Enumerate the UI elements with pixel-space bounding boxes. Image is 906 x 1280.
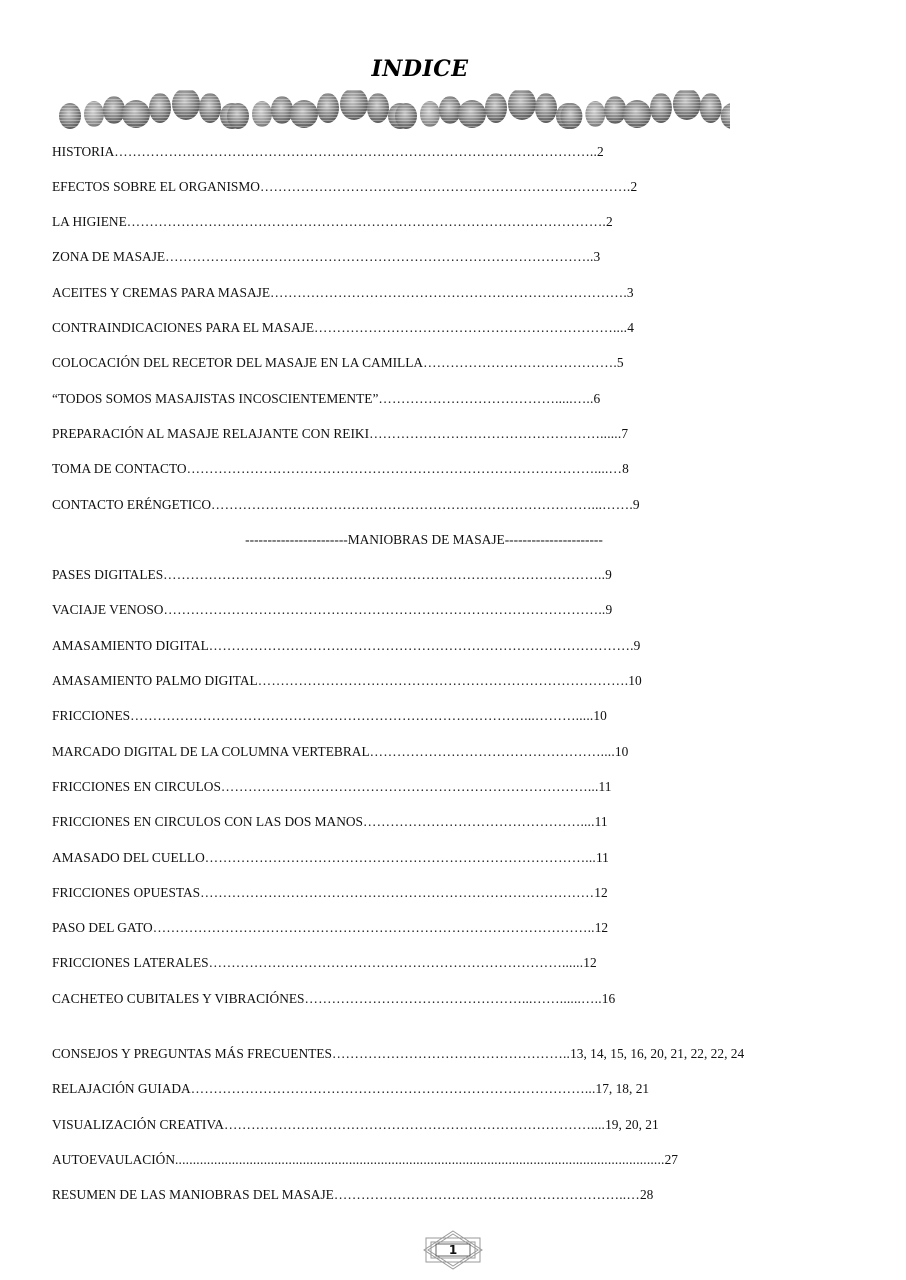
toc-entry-label: RESUMEN DE LAS MANIOBRAS DEL MASAJE	[52, 1187, 334, 1202]
toc-entry[interactable]: CACHETEO CUBITALES Y VIBRACIÓNES…………………………………………...……......…..16	[52, 991, 616, 1006]
toc-entry-page: 9	[633, 638, 641, 653]
toc-entry-page: 5	[616, 355, 624, 370]
toc-entry-label: VISUALIZACIÓN CREATIVA	[52, 1117, 224, 1132]
toc-entry-label: FRICCIONES	[52, 708, 131, 723]
toc-entry-label: PREPARACIÓN AL MASAJE RELAJANTE CON REIKI	[52, 426, 370, 441]
toc-entry-page: 2	[605, 214, 613, 229]
page-title: INDICE	[371, 56, 469, 82]
toc-entry-label: AMASADO DEL CUELLO	[52, 850, 205, 865]
toc-entry-label: TOMA DE CONTACTO	[52, 461, 187, 476]
toc-entry-page: 8	[622, 461, 629, 476]
toc-entry-page: 11	[598, 779, 612, 794]
toc-entry-page: 17, 18, 21	[595, 1081, 650, 1096]
toc-entry-page: 13, 14, 15, 16, 20, 21, 22, 22, 24	[570, 1046, 745, 1061]
toc-entry-page: 9	[605, 567, 612, 582]
toc-entry-page: 11	[595, 850, 609, 865]
toc-entry[interactable]: CONTACTO ERÉNGETICO…………………………………………………………………………...…….9	[52, 497, 640, 512]
toc-entry-page: 10	[628, 673, 642, 688]
toc-entry[interactable]: CONSEJOS Y PREGUNTAS MÁS FRECUENTES……………………………………………..13, 14, 15, 16, 20, 21, 22, 22, 24	[52, 1046, 745, 1061]
toc-entry-page: 2	[630, 179, 638, 194]
toc-entry-label: COLOCACIÓN DEL RECETOR DEL MASAJE EN LA CAMILLA	[52, 355, 424, 370]
toc-entry-label: ACEITES Y CREMAS PARA MASAJE	[52, 285, 271, 300]
toc-entry[interactable]: AMASAMIENTO DIGITAL………………………………………………………………………………….9	[52, 638, 641, 653]
toc-entry-page: 3	[626, 285, 634, 300]
toc-entry-page: 27	[664, 1152, 678, 1167]
toc-entry-page: 7	[621, 426, 629, 441]
toc-entry-page: 10	[593, 708, 607, 723]
toc-entry-label: CACHETEO CUBITALES Y VIBRACIÓNES	[52, 991, 305, 1006]
toc-entry[interactable]: FRICCIONES EN CIRCULOS………………………………………………………………………...11	[52, 779, 612, 794]
toc-entry[interactable]: PASO DEL GATO……………………………………………………………………………………..12	[52, 920, 609, 935]
toc-entry-label: MARCADO DIGITAL DE LA COLUMNA VERTEBRAL	[52, 744, 370, 759]
toc-entry[interactable]: HISTORIA……………………………………………………………………………………………..2	[52, 144, 604, 159]
toc-entry-label: HISTORIA	[52, 144, 115, 159]
toc-entry-label: FRICCIONES OPUESTAS	[52, 885, 201, 900]
toc-entry[interactable]: FRICCIONES EN CIRCULOS CON LAS DOS MANOS…………………………………………....11	[52, 814, 608, 829]
toc-entry[interactable]: VACIAJE VENOSO……………………………………………………………………………………..9	[52, 602, 613, 617]
toc-entry-label: EFECTOS SOBRE EL ORGANISMO	[52, 179, 260, 194]
toc-entry[interactable]: PREPARACIÓN AL MASAJE RELAJANTE CON REIKI……………………………………………......7	[52, 426, 629, 441]
toc-entry-label: PASO DEL GATO	[52, 920, 153, 935]
toc-entry[interactable]: LA HIGIENE…………………………………………………………………………………………….2	[52, 214, 613, 229]
toc-entry-page: 10	[614, 744, 629, 759]
toc-entry[interactable]: FRICCIONES LATERALES……………………………………………………………………......12	[52, 955, 597, 970]
toc-entry[interactable]: AMASAMIENTO PALMO DIGITAL……………………………………………………………………….10	[52, 673, 642, 688]
toc-entry-label: PASES DIGITALES	[52, 567, 164, 582]
toc-entry[interactable]: “TODOS SOMOS MASAJISTAS INCOSCIENTEMENTE”………………………………….....…..6	[52, 391, 601, 406]
toc-entry-page: 28	[639, 1187, 654, 1202]
toc-entry[interactable]: EFECTOS SOBRE EL ORGANISMO……………………………………………………………………….2	[52, 179, 638, 194]
toc-entry[interactable]: AUTOEVAULACIÓN..........................................................................................................................................27	[52, 1152, 678, 1167]
toc-entry-label: LA HIGIENE	[52, 214, 127, 229]
toc-entry-label: VACIAJE VENOSO	[52, 602, 164, 617]
toc-entry-page: 12	[594, 920, 609, 935]
toc-entry-label: RELAJACIÓN GUIADA	[52, 1081, 191, 1096]
toc-entry-page: 9	[632, 497, 640, 512]
toc-entry-label: ZONA DE MASAJE	[52, 249, 166, 264]
section-heading-maniobras: -----------------------MANIOBRAS DE MASAJE----------------------	[245, 532, 603, 547]
page-number: 1	[448, 1243, 458, 1257]
toc-entry-label: AMASAMIENTO DIGITAL	[52, 638, 209, 653]
toc-entry[interactable]: ZONA DE MASAJE…………………………………………………………………………………..3	[52, 249, 601, 264]
toc-entry-label: FRICCIONES EN CIRCULOS CON LAS DOS MANOS	[52, 814, 364, 829]
toc-entry-page: 2	[597, 144, 604, 159]
toc-entry[interactable]: ACEITES Y CREMAS PARA MASAJE…………………………………………………………………….3	[52, 285, 634, 300]
toc-entry-page: 6	[593, 391, 601, 406]
toc-entry-page: 19, 20, 21	[605, 1117, 659, 1132]
toc-entry-label: AMASAMIENTO PALMO DIGITAL	[52, 673, 258, 688]
toc-entry[interactable]: MARCADO DIGITAL DE LA COLUMNA VERTEBRAL……………………………………………....10	[52, 744, 629, 759]
toc-entry[interactable]: COLOCACIÓN DEL RECETOR DEL MASAJE EN LA CAMILLA…………………………………….5	[52, 355, 624, 370]
toc-entry-page: 11	[594, 814, 608, 829]
toc-entry[interactable]: FRICCIONES OPUESTAS……………………………………………………………………………12	[52, 885, 608, 900]
toc-entry[interactable]: PASES DIGITALES……………………………………………………………………………………..9	[52, 567, 612, 582]
toc-entry-page: 3	[593, 249, 601, 264]
toc-entry[interactable]: VISUALIZACIÓN CREATIVA………………………………………………………………………....19, 20, 21	[52, 1117, 659, 1132]
toc-entry-label: AUTOEVAULACIÓN	[52, 1152, 175, 1167]
toc-entry[interactable]: CONTRAINDICACIONES PARA EL MASAJE…………………………………………………………....4	[52, 320, 634, 335]
toc-entry-page: 9	[605, 602, 613, 617]
toc-entry-label: CONSEJOS Y PREGUNTAS MÁS FRECUENTES	[52, 1046, 332, 1061]
toc-entry-label: FRICCIONES LATERALES	[52, 955, 209, 970]
toc-entry-label: FRICCIONES EN CIRCULOS	[52, 779, 221, 794]
toc-entry-page: 12	[594, 885, 608, 900]
toc-entry-page: 12	[583, 955, 597, 970]
toc-entry-page: 4	[627, 320, 634, 335]
toc-entry-label: “TODOS SOMOS MASAJISTAS INCOSCIENTEMENTE”	[52, 391, 379, 406]
toc-entry[interactable]: FRICCIONES……………………………………………………………………………...……….....10	[52, 708, 607, 723]
decorative-pebble-banner-icon	[58, 90, 730, 132]
toc-entry-label: CONTACTO ERÉNGETICO	[52, 497, 211, 512]
toc-entry[interactable]: RESUMEN DE LAS MANIOBRAS DEL MASAJE………………………………………………………..…28	[52, 1187, 654, 1202]
toc-entry-page: 16	[601, 991, 616, 1006]
toc-entry-label: CONTRAINDICACIONES PARA EL MASAJE	[52, 320, 315, 335]
toc-entry[interactable]: RELAJACIÓN GUIADA……………………………………………………………………………...17, 18, 21	[52, 1081, 650, 1096]
toc-entry[interactable]: TOMA DE CONTACTO………………………………………………………………………………....…8	[52, 461, 629, 476]
toc-entry[interactable]: AMASADO DEL CUELLO…………………………………………………………………………...11	[52, 850, 609, 865]
